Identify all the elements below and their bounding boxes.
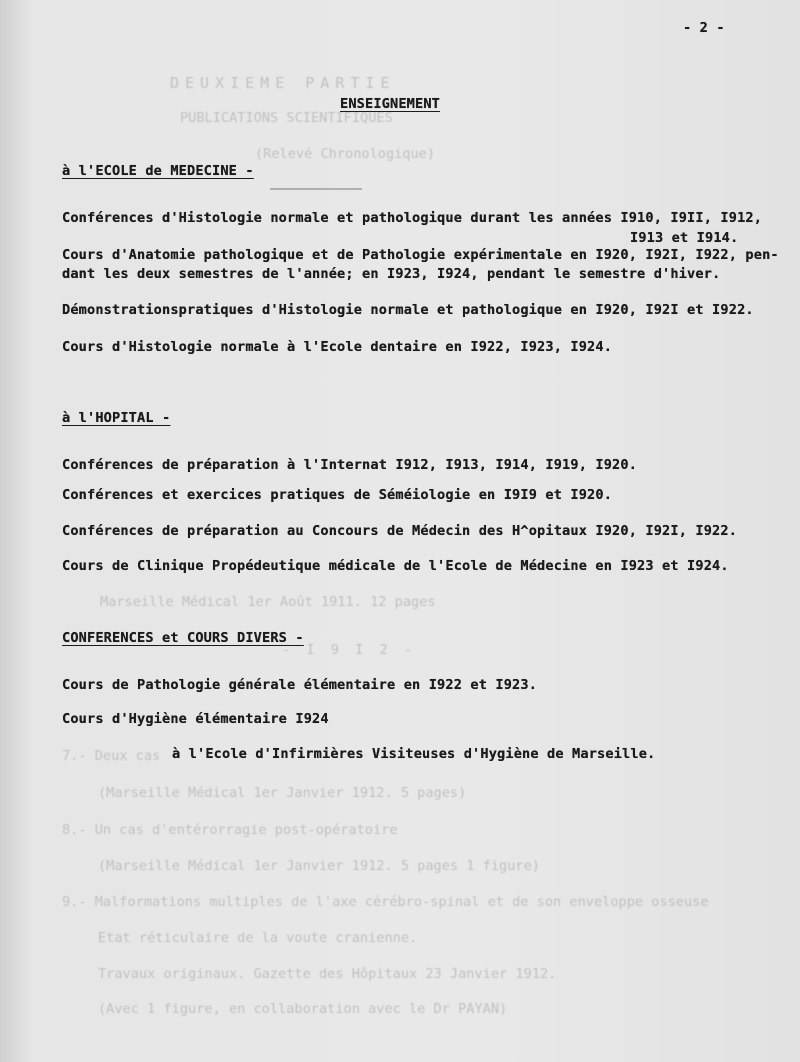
hopital-line: Conférences de préparation à l'Internat I912, I913, I914, I919, I920. <box>62 457 638 473</box>
bleedthrough-line: PUBLICATIONS SCIENTIFIQUES <box>180 110 393 126</box>
hopital-line: Conférences et exercices pratiques de Séméiologie en I9I9 et I920. <box>62 487 613 503</box>
bleedthrough-line: - I 9 I 2 - <box>282 642 417 658</box>
bleedthrough-line: 9.- Malformations multiples de l'axe cérébro-spinal et de son enveloppe osseuse <box>62 894 709 910</box>
bleedthrough-line: Travaux originaux. Gazette des Hôpitaux 23 Janvier 1912. <box>98 966 557 982</box>
ecole-line: Démonstrationspratiques d'Histologie normale et pathologique en I920, I92I et I922. <box>62 302 754 318</box>
bleedthrough-line: (Avec 1 figure, en collaboration avec le Dr PAYAN) <box>98 1001 508 1017</box>
ecole-line: Cours d'Histologie normale à l'Ecole dentaire en I922, I923, I924. <box>62 339 613 355</box>
heading-rule <box>270 188 362 190</box>
bleedthrough-line: Marseille Médical 1er Août 1911. 12 pages <box>100 594 436 610</box>
hopital-heading: à l'HOPITAL - <box>62 410 171 426</box>
conferences-line: Cours de Pathologie générale élémentaire en I922 et I923. <box>62 677 538 693</box>
bleedthrough-line: (Marseille Médical 1er Janvier 1912. 5 pages) <box>98 785 467 801</box>
ecole-heading: à l'ECOLE de MEDECINE - <box>62 163 254 179</box>
hopital-line: Conférences de préparation au Concours de Médecin des H^opitaux I920, I92I, I922. <box>62 523 738 539</box>
section-title: ENSEIGNEMENT <box>340 96 441 112</box>
bleedthrough-line: 8.- Un cas d'entérorragie post-opératoire <box>62 822 398 838</box>
ecole-line: I913 et I914. <box>630 230 739 246</box>
conferences-line: Cours d'Hygiène élémentaire I924 <box>62 711 329 727</box>
hopital-line: Cours de Clinique Propédeutique médicale de l'Ecole de Médecine en I923 et I924. <box>62 558 729 574</box>
bleedthrough-line: DEUXIEME PARTIE <box>170 74 396 92</box>
ecole-line: Conférences d'Histologie normale et pathologique durant les années I910, I9II, I912, <box>62 210 763 226</box>
bleedthrough-line: (Marseille Médical 1er Janvier 1912. 5 pages 1 figure) <box>98 858 540 874</box>
bleedthrough-line: 7.- Deux cas <box>62 748 161 764</box>
ecole-line: Cours d'Anatomie pathologique et de Pathologie expérimentale en I920, I92I, I922, pen- <box>62 247 779 263</box>
page-number: - 2 - <box>683 20 725 36</box>
ecole-line: dant les deux semestres de l'année; en I923, I924, pendant le semestre d'hiver. <box>62 266 721 282</box>
bleedthrough-line: (Relevé Chronologique) <box>255 146 436 162</box>
conferences-line: à l'Ecole d'Infirmières Visiteuses d'Hygiène de Marseille. <box>172 746 656 762</box>
bleedthrough-line: Etat réticulaire de la voute cranienne. <box>98 930 418 946</box>
conferences-heading: CONFERENCES et COURS DIVERS - <box>62 630 304 646</box>
